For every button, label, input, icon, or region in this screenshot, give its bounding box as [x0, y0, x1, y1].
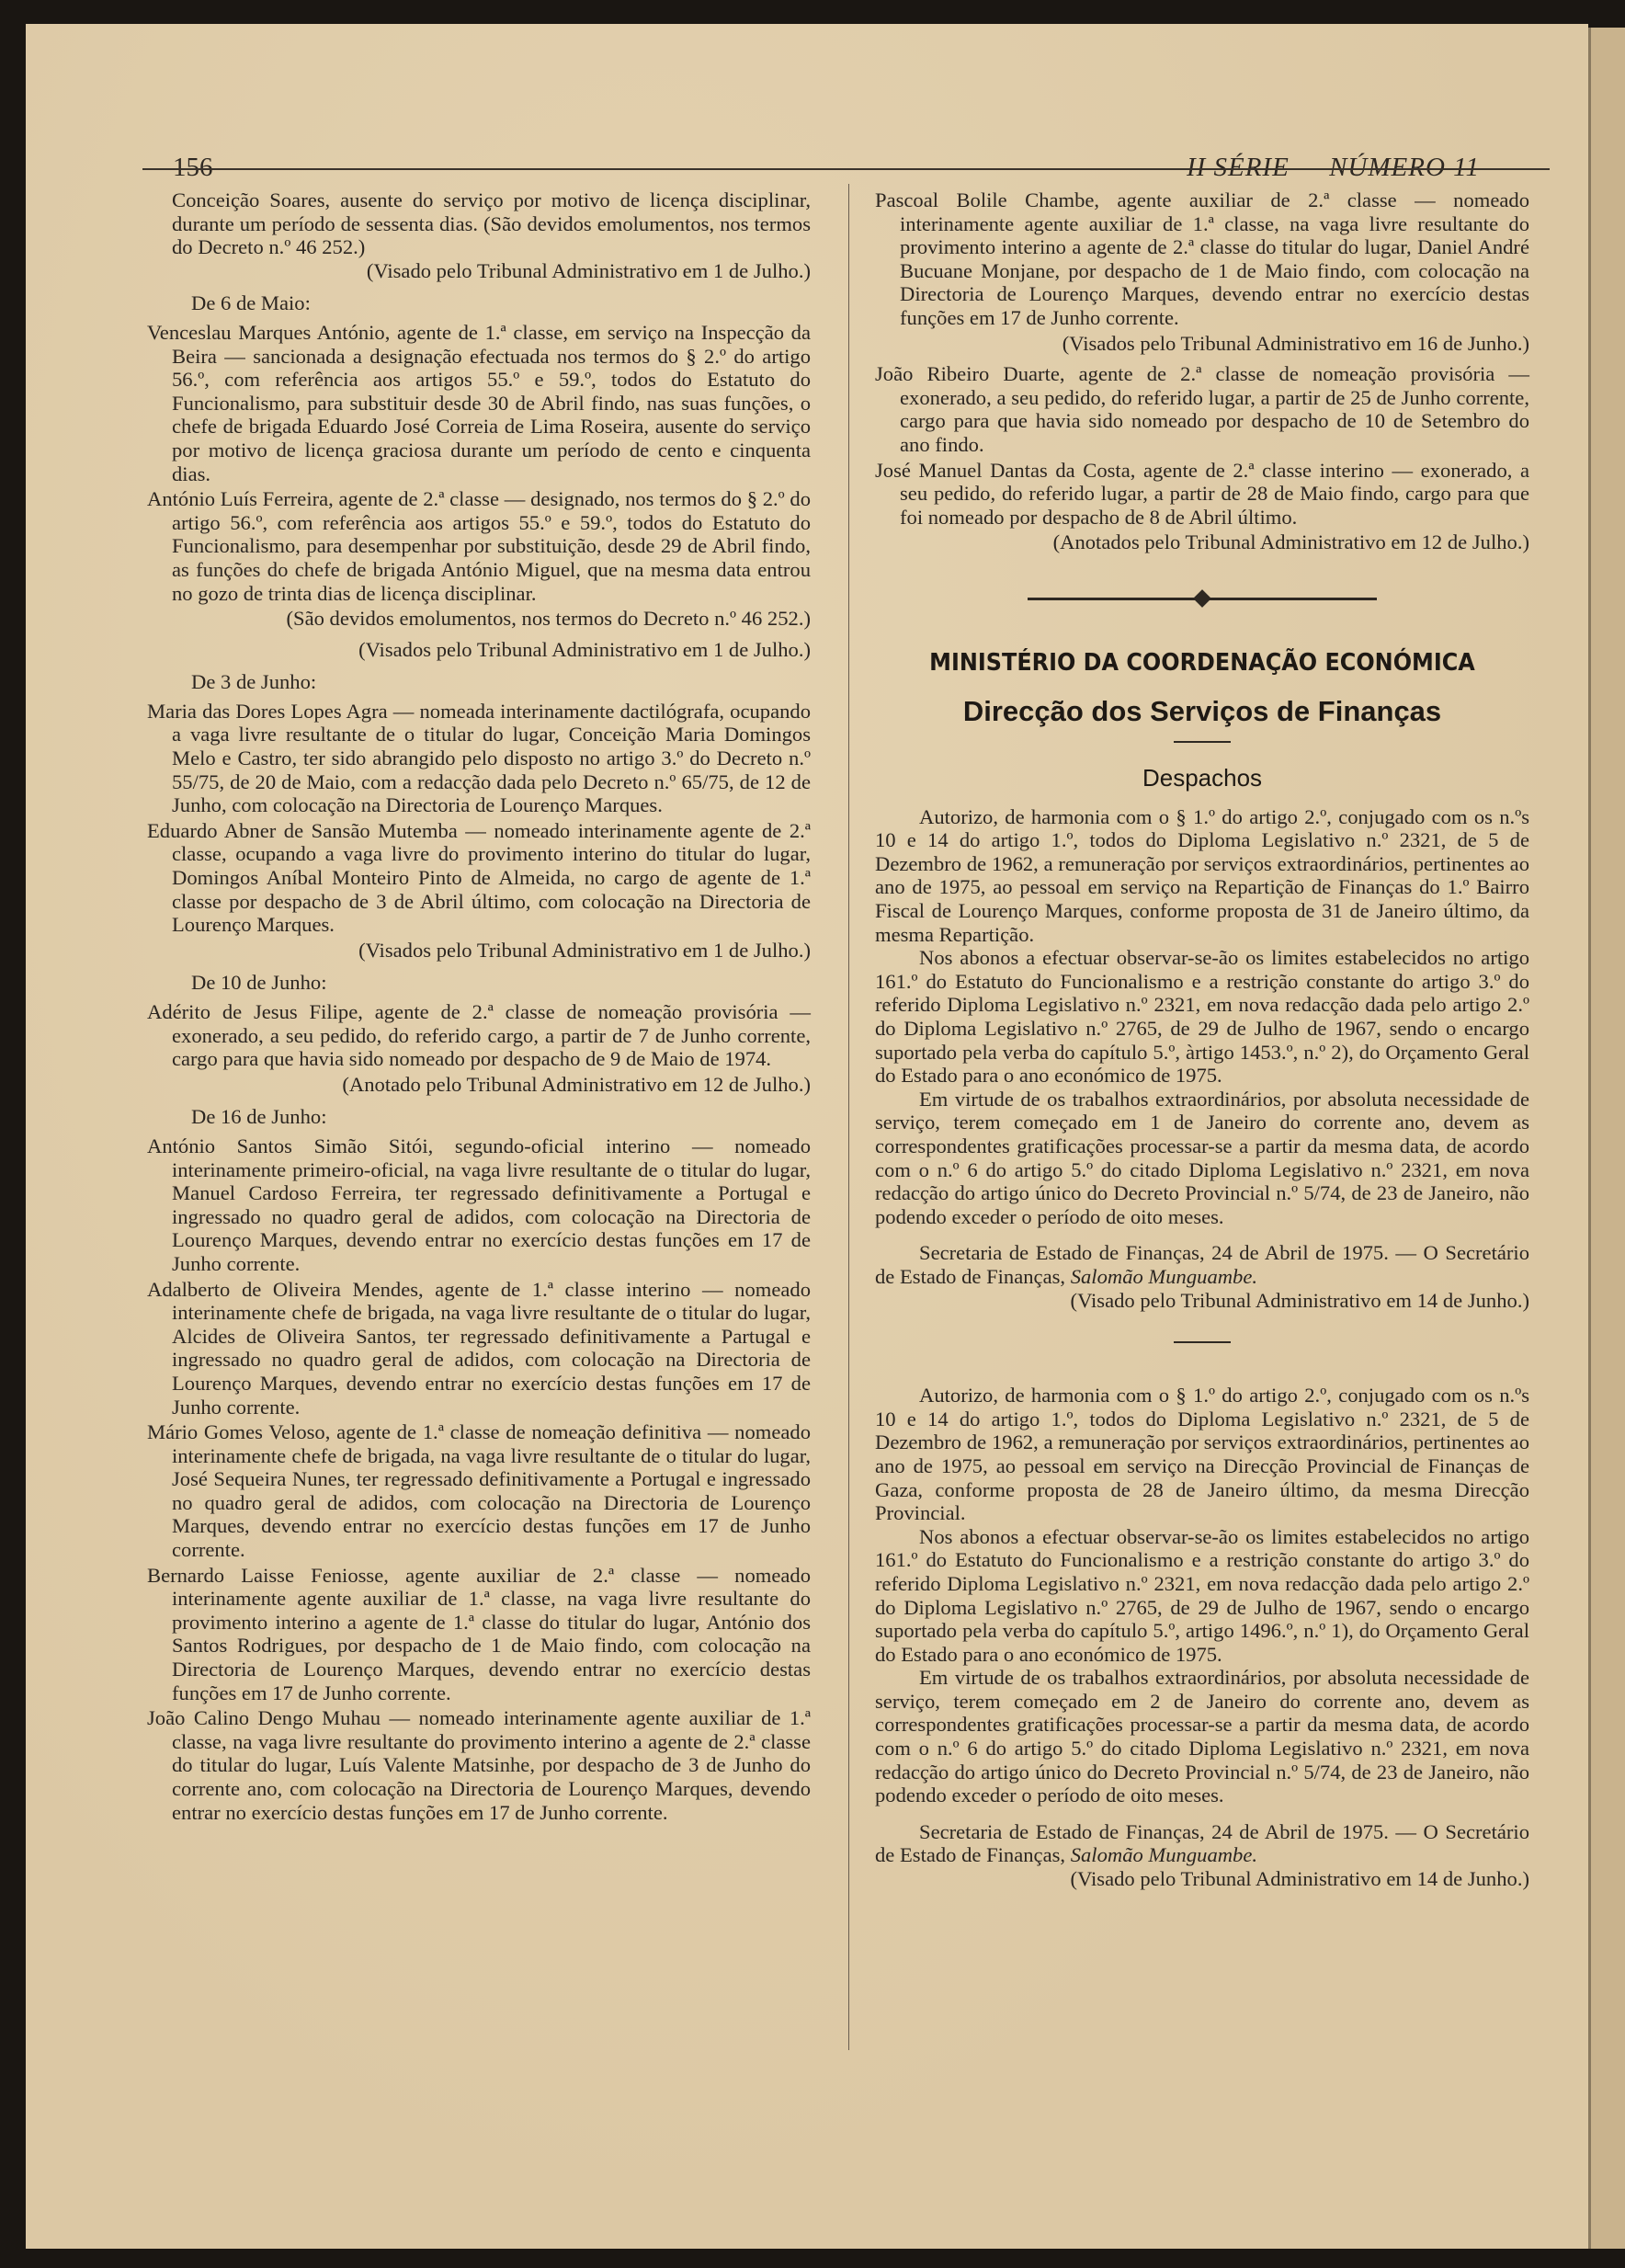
page-number: 156	[173, 153, 213, 182]
spacer	[875, 1228, 1529, 1241]
personnel-entry: Pascoal Bolile Chambe, agente auxiliar de 2.ª classe — nomeado interinamente agente auxiliar de 1.ª classe, na vaga livre resultante do provimento interino a agente de 2.ª classe do titular do lugar, Daniel André Bucuane Monjane, por despacho de 1 de Maio findo, com colocação na Directoria de Lourenço Marques, devendo entrar no exercício destas funções em 17 de Junho corrente.	[875, 188, 1529, 329]
dispatch-separator	[1174, 1341, 1231, 1343]
column-divider	[848, 184, 849, 2050]
left-column	[147, 188, 811, 1826]
visa-note: (Visados pelo Tribunal Administrativo em 1 de Julho.)	[358, 637, 811, 661]
visa-note: (Visado pelo Tribunal Administrativo em 14 de Junho.)	[1070, 1288, 1529, 1312]
personnel-entry: Maria das Dores Lopes Agra — nomeada interinamente dactilógrafa, ocupando a vaga livre resultante de o titular do lugar, Conceição Maria Domingos Melo e Castro, ter sido abrangido pelo disposto no artigo 3.º do Decreto n.º 55/75, de 20 de Maio, com a redacção dada pelo Decreto n.º 65/75, de 12 de Junho, com colocação na Directoria de Lourenço Marques.	[147, 699, 811, 817]
signature-text: Secretaria de Estado de Finanças, 24 de Abril de 1975. — O Secretário de Estado de Finanças,	[875, 1819, 1529, 1867]
dispatch-paragraph: Autorizo, de harmonia com o § 1.º do artigo 2.º, conjugado com os n.ºs 10 e 14 do artigo 1.º, todos do Diploma Legislativo n.º 2321, de 5 de Dezembro de 1962, a remuneração por serviços extraordinários, pertinentes ao ano de 1975, ao pessoal em serviço na Direcção Provincial de Finanças de Gaza, conforme proposta de 28 de Janeiro último, da mesma Direcção Provincial.	[875, 1384, 1529, 1525]
series-header: II SÉRIE — NÚMERO 11	[1186, 153, 1480, 182]
signatory-name: Salomão Munguambe.	[1070, 1843, 1258, 1867]
spacer	[875, 1807, 1529, 1820]
date-heading: De 16 de Junho:	[191, 1105, 327, 1129]
dispatch-paragraph: Em virtude de os trabalhos extraordinários, por absoluta necessidade de serviço, terem começado em 2 de Janeiro do corrente ano, devem as correspondentes gratificações processar-se a partir da mesma data, de acordo com o n.º 6 do artigo 5.º do citado Diploma Legislativo n.º 2321, em nova redacção do artigo único do Decreto Provincial n.º 5/74, de 23 de Janeiro, não podendo exceder o período de oito meses.	[875, 1666, 1529, 1807]
personnel-entry: João Calino Dengo Muhau — nomeado interinamente agente auxiliar de 1.ª classe, na vaga livre resultante do provimento interino a agente de 2.ª classe do titular do lugar, Luís Valente Matsinhe, por despacho de 3 de Junho do corrente ano, com colocação na Directoria de Lourenço Marques, devendo entrar no exercício destas funções em 17 de Junho corrente.	[147, 1706, 811, 1824]
continued-entry: Conceição Soares, ausente do serviço por motivo de licença disciplinar, durante um período de sessenta dias. (São devidos emolumentos, nos termos do Decreto n.º 46 252.)	[172, 188, 811, 259]
visa-note: (Anotado pelo Tribunal Administrativo em 12 de Julho.)	[342, 1072, 811, 1096]
date-heading: De 6 de Maio:	[191, 291, 311, 315]
personnel-entry: Mário Gomes Veloso, agente de 1.ª classe de nomeação definitiva — nomeado interinamente chefe de brigada, na vaga livre resultante de o titular do lugar, José Sequeira Nunes, ter regressado definitivamente a Portugal e ingressado no quadro geral de adidos, com colocação na Directoria de Lourenço Marques, devendo entrar no exercício destas funções em 17 de Junho corrente.	[147, 1420, 811, 1562]
personnel-entry: Adalberto de Oliveira Mendes, agente de 1.ª classe interino — nomeado interinamente chefe de brigada, na vaga livre resultante de o titular do lugar, Alcides de Oliveira Santos, ter regressado definitivamente a Partugal e ingressado no quadro geral de adidos, com colocação na Directoria de Lourenço Marques, devendo entrar no exercício destas funções em 17 de Junho corrente.	[147, 1277, 811, 1419]
visa-note: (Visados pelo Tribunal Administrativo em 16 de Junho.)	[1062, 331, 1529, 355]
personnel-entry: António Luís Ferreira, agente de 2.ª classe — designado, nos termos do § 2.º do artigo 56.º, com referência aos artigos 55.º e 59.º, todos do Estatuto do Funcionalismo, para desempenhar por substituição, desde 29 de Abril findo, as funções do chefe de brigada António Miguel, que na mesma data entrou no gozo de trinta dias de licença disciplinar.	[147, 487, 811, 605]
ornamental-divider	[1028, 591, 1377, 606]
directorate-heading: Direcção dos Serviços de Finanças	[962, 694, 1442, 727]
personnel-entry: António Santos Simão Sitói, segundo-oficial interino — nomeado interinamente primeiro-oficial, na vaga livre resultante de o titular do lugar, Manuel Cardoso Ferreira, ter regressado definitivamente a Portugal e ingressado no quadro geral de adidos, com colocação na Directoria de Lourenço Marques, devendo entrar no exercício destas funções em 17 de Junho corrente.	[147, 1134, 811, 1275]
date-heading: De 3 de Junho:	[191, 670, 317, 694]
personnel-entry: José Manuel Dantas da Costa, agente de 2.ª classe interino — exonerado, a seu pedido, do referido lugar, a partir de 28 de Maio findo, cargo para que foi nomeado por despacho de 8 de Abril último.	[875, 458, 1529, 529]
signatory-name: Salomão Munguambe.	[1070, 1264, 1258, 1288]
next-page-edge	[1588, 28, 1625, 2249]
visa-note: (Visados pelo Tribunal Administrativo em 1 de Julho.)	[358, 938, 811, 962]
personnel-entry: João Ribeiro Duarte, agente de 2.ª classe de nomeação provisória — exonerado, a seu pedido, do referido lugar, a partir de 25 de Junho corrente, cargo para que havia sido nomeado por despacho de 10 de Setembro do ano findo.	[875, 362, 1529, 456]
header-rule	[142, 168, 1550, 170]
personnel-entry: Adérito de Jesus Filipe, agente de 2.ª classe de nomeação provisória — exonerado, a seu pedido, do referido cargo, a partir de 7 de Junho corrente, cargo para que havia sido nomeado por despacho de 9 de Maio de 1974.	[147, 1000, 811, 1071]
dispatch-paragraph: Autorizo, de harmonia com o § 1.º do artigo 2.º, conjugado com os n.ºs 10 e 14 do artigo 1.º, todos do Diploma Legislativo n.º 2321, de 5 de Dezembro de 1962, a remuneração por serviços extraordinários, pertinentes ao ano de 1975, ao pessoal em serviço na Repartição de Finanças do 1.º Bairro Fiscal de Lourenço Marques, conforme proposta de 31 de Janeiro último, da mesma Repartição.	[875, 804, 1529, 946]
personnel-entry: Bernardo Laisse Feniosse, agente auxiliar de 2.ª classe — nomeado interinamente agente auxiliar de 1.ª classe, na vaga livre resultante do provimento interino a agente de 1.ª classe do titular do lugar, António dos Santos Rodrigues, por despacho de 1 de Maio findo, com colocação na Directoria de Lourenço Marques, devendo entrar no exercício destas funções em 17 de Junho corrente.	[147, 1563, 811, 1704]
dispatch-signature	[875, 1241, 1529, 1288]
visa-note: (Visado pelo Tribunal Administrativo em 1 de Julho.)	[366, 258, 811, 282]
section-heading: Despachos	[1142, 764, 1263, 792]
emolument-note: (São devidos emolumentos, nos termos do Decreto n.º 46 252.)	[286, 607, 811, 631]
signature-text: Secretaria de Estado de Finanças, 24 de Abril de 1975. — O Secretário de Estado de Finanças,	[875, 1241, 1529, 1288]
dispatch-paragraph: Nos abonos a efectuar observar-se-ão os limites estabelecidos no artigo 161.º do Estatuto do Funcionalismo e a restrição constante do artigo 3.º do referido Diploma Legislativo n.º 2321, em nova redacção dada pelo artigo 2.º do Diploma Legislativo n.º 2765, de 29 de Julho de 1967, sendo o encargo suportado pela verba do capítulo 5.º, àrtigo 1453.º, n.º 2), do Orçamento Geral do Estado para o ano económico de 1975.	[875, 946, 1529, 1088]
personnel-entry: Venceslau Marques António, agente de 1.ª classe, em serviço na Inspecção da Beira — sancionada a designação efectuada nos termos do § 2.º do artigo 56.º, com referência aos artigos 55.º e 59.º, todos do Estatuto do Funcionalismo, para substituir desde 30 de Abril findo, nas suas funções, o chefe de brigada Eduardo José Correia de Lima Roseira, ausente do serviço por motivo de licença graciosa durante um período de cento e cinquenta dias.	[147, 320, 811, 485]
personnel-entry: Eduardo Abner de Sansão Mutemba — nomeado interinamente agente de 2.ª classe, ocupando a vaga livre do provimento interino do titular do lugar, Domingos Aníbal Monteiro Pinto de Almeida, no cargo de agente de 1.ª classe por despacho de 3 de Abril último, com colocação na Directoria de Lourenço Marques.	[147, 818, 811, 937]
ministry-heading: MINISTÉRIO DA COORDENAÇÃO ECONÓMICA	[929, 648, 1475, 677]
date-heading: De 10 de Junho:	[191, 971, 327, 995]
ornament-diamond	[1193, 589, 1211, 608]
right-column	[875, 188, 1529, 1898]
dispatch-paragraph: Nos abonos a efectuar observar-se-ão os limites estabelecidos no artigo 161.º do Estatuto do Funcionalismo e a restrição constante do artigo 3.º do referido Diploma Legislativo n.º 2321, em nova redacção dada pelo artigo 2.º do Diploma Legislativo n.º 2765, de 29 de Julho de 1967, sendo o encargo suportado pela verba do capítulo 5.º, artigo 1496.º, n.º 1), do Orçamento Geral do Estado para o ano económico de 1975.	[875, 1524, 1529, 1666]
dispatch-signature	[875, 1820, 1529, 1867]
heading-rule	[1174, 741, 1231, 743]
visa-note: (Anotados pelo Tribunal Administrativo em 12 de Julho.)	[1052, 530, 1529, 554]
dispatch-paragraph: Em virtude de os trabalhos extraordinários, por absoluta necessidade de serviço, terem começado em 1 de Janeiro do corrente ano, devem as correspondentes gratificações processar-se a partir da mesma data, de acordo com o n.º 6 do artigo 5.º do citado Diploma Legislativo n.º 2321, em nova redacção do artigo único do Decreto Provincial n.º 5/74, de 23 de Janeiro, não podendo exceder o período de oito meses.	[875, 1087, 1529, 1228]
visa-note: (Visado pelo Tribunal Administrativo em 14 de Junho.)	[1070, 1867, 1529, 1891]
